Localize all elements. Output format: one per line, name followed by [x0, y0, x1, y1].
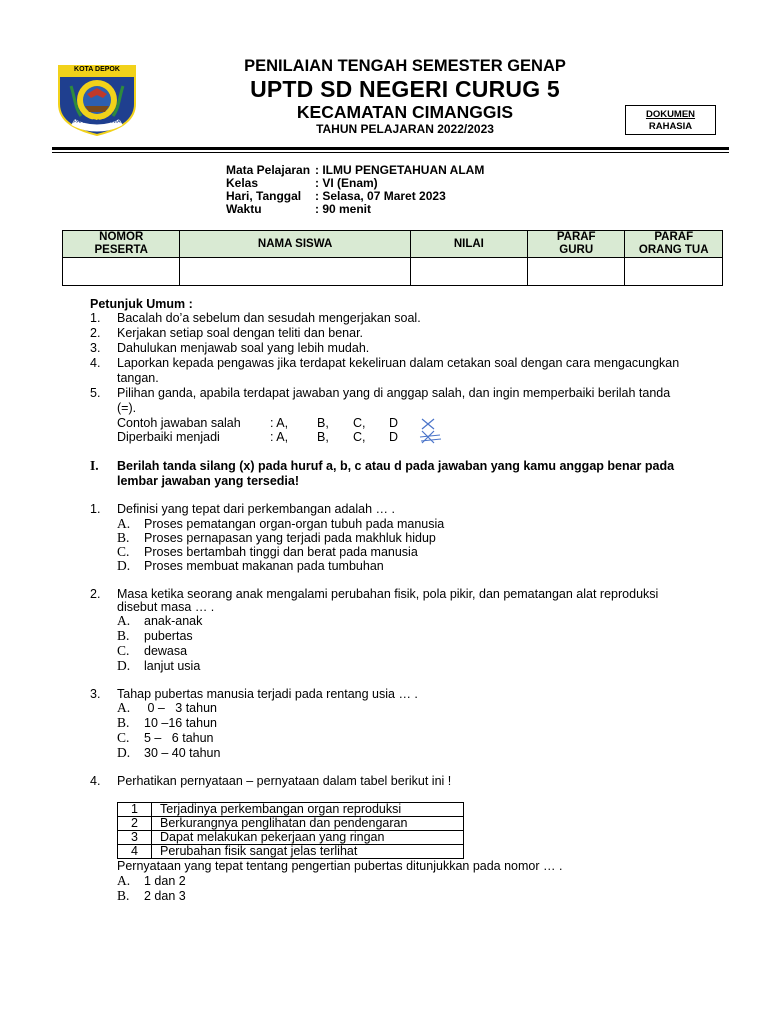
info-label: Kelas [226, 176, 259, 190]
info-label: Hari, Tanggal [226, 189, 302, 203]
table-row [118, 803, 464, 817]
option-text: Proses membuat makanan pada tumbuhan [144, 559, 384, 573]
header-rule-thick [52, 147, 729, 150]
info-label: Mata Pelajaran [226, 163, 311, 177]
header-cell-paraf-ortu: PARAF ORANG TUA [625, 231, 723, 258]
header-rule-thin [52, 152, 729, 153]
option-letter[interactable]: A. [117, 873, 131, 888]
option-text: 0 – 3 tahun [144, 701, 217, 715]
instr-text: Kerjakan setiap soal dengan teliti dan benar. [117, 326, 364, 340]
instr-text: Pilihan ganda, apabila terdapat jawaban yang di anggap salah, dan ingin memperbaiki berilah tanda [117, 386, 671, 400]
school-name: UPTD SD NEGERI CURUG 5 [250, 76, 560, 102]
option-letter[interactable]: B. [117, 628, 130, 643]
table-header-row [63, 231, 723, 258]
instr-text: Bacalah do’a sebelum dan sesudah mengerjakan soal. [117, 311, 421, 325]
entry-nama[interactable] [180, 258, 410, 286]
instr-num: 3. [90, 341, 101, 355]
question-number: 2. [90, 587, 101, 601]
option-text: 5 – 6 tahun [144, 731, 214, 745]
section-number: I. [90, 458, 99, 473]
student-identity-table [62, 230, 723, 286]
question-number: 3. [90, 687, 101, 701]
option-text: 1 dan 2 [144, 874, 186, 888]
statement-number: 3 [118, 831, 152, 845]
question-text-cont: Pernyataan yang tepat tentang pengertian pubertas ditunjukkan pada nomor … . [117, 859, 563, 873]
logo-text-bottom: PARCARA DARMA [73, 119, 121, 125]
example-opt-c: C, [353, 416, 366, 430]
question-number: 1. [90, 502, 101, 516]
example-opt-d: D [389, 430, 399, 444]
question-text: Tahap pubertas manusia terjadi pada rentang usia … . [117, 687, 418, 701]
option-text: dewasa [144, 644, 188, 658]
instr-num: 2. [90, 326, 101, 340]
option-letter[interactable]: A. [117, 516, 131, 531]
statement-text: Terjadinya perkembangan organ reproduksi [152, 803, 464, 817]
example-opt-b: B, [317, 430, 329, 444]
option-text: pubertas [144, 629, 193, 643]
header-cell-nilai: NILAI [410, 231, 527, 258]
option-letter[interactable]: A. [117, 613, 131, 628]
header-cell-paraf-guru: PARAF GURU [527, 231, 624, 258]
section-instruction: Berilah tanda silang (x) pada huruf a, b, c atau d pada jawaban yang kamu anggap benar pada [117, 459, 675, 473]
option-letter[interactable]: B. [117, 530, 130, 545]
statement-number: 2 [118, 817, 152, 831]
info-value: : VI (Enam) [315, 176, 378, 190]
info-duration [226, 203, 371, 216]
statement-text: Berkurangnya penglihatan dan pendengaran [152, 817, 464, 831]
example-opt-c: C, [353, 430, 366, 444]
option-letter[interactable]: C. [117, 544, 130, 559]
doc-label-2: RAHASIA [648, 121, 693, 132]
option-text: Proses bertambah tinggi dan berat pada manusia [144, 545, 418, 559]
option-letter[interactable]: C. [117, 730, 130, 745]
table-row [118, 845, 464, 859]
statement-number: 1 [118, 803, 152, 817]
exam-title: PENILAIAN TENGAH SEMESTER GENAP [244, 57, 566, 75]
question-number: 4. [90, 774, 101, 788]
header-cell-nomor: NOMOR PESERTA [63, 231, 180, 258]
instr-text-cont: (=). [117, 401, 137, 415]
option-text: 30 – 40 tahun [144, 746, 221, 760]
info-value: : Selasa, 07 Maret 2023 [315, 189, 446, 203]
option-text: 2 dan 3 [144, 889, 186, 903]
option-text: Proses pematangan organ-organ tubuh pada manusia [144, 517, 445, 531]
example-opt-a: : A, [270, 416, 289, 430]
question-text: Definisi yang tepat dari perkembangan adalah … . [117, 502, 395, 516]
cross-corrected-icon [419, 429, 443, 452]
instr-num: 5. [90, 386, 101, 400]
question-text: Masa ketika seorang anak mengalami perubahan fisik, pola pikir, dan pematangan alat reproduksi [117, 587, 659, 601]
entry-paraf-guru[interactable] [527, 258, 624, 286]
entry-paraf-ortu[interactable] [625, 258, 723, 286]
statement-text: Dapat melakukan pekerjaan yang ringan [152, 831, 464, 845]
entry-nomor[interactable] [63, 258, 180, 286]
confidential-document-box [625, 105, 716, 135]
option-letter[interactable]: B. [117, 888, 130, 903]
question-text-cont: disebut masa … . [117, 600, 215, 614]
table-row [118, 831, 464, 845]
option-letter[interactable]: D. [117, 658, 131, 673]
question-text: Perhatikan pernyataan – pernyataan dalam tabel berikut ini ! [117, 774, 452, 788]
instr-text-cont: tangan. [117, 371, 159, 385]
statement-table [117, 802, 464, 859]
instr-text: Laporkan kepada pengawas jika terdapat kekeliruan dalam cetakan soal dengan cara mengacungkan [117, 356, 680, 370]
instr-text: Dahulukan menjawab soal yang lebih mudah. [117, 341, 370, 355]
entry-nilai[interactable] [410, 258, 527, 286]
example-fixed-label: Diperbaiki menjadi [117, 430, 220, 444]
option-text: lanjut usia [144, 659, 201, 673]
academic-year: TAHUN PELAJARAN 2022/2023 [316, 122, 494, 136]
info-value: : 90 menit [315, 202, 372, 216]
statement-text: Perubahan fisik sangat jelas terlihat [152, 845, 464, 859]
district-name: KECAMATAN CIMANGGIS [296, 102, 514, 122]
option-letter[interactable]: C. [117, 643, 130, 658]
table-entry-row [63, 258, 723, 286]
example-wrong-label: Contoh jawaban salah [117, 416, 241, 430]
instr-num: 1. [90, 311, 101, 325]
instructions-title: Petunjuk Umum : [90, 297, 193, 311]
option-letter[interactable]: D. [117, 745, 131, 760]
option-letter[interactable]: D. [117, 558, 131, 573]
doc-label-1: DOKUMEN [645, 109, 696, 120]
section-instruction-cont: lembar jawaban yang tersedia! [117, 474, 300, 488]
option-text: anak-anak [144, 614, 203, 628]
info-value: : ILMU PENGETAHUAN ALAM [315, 163, 485, 177]
table-row [118, 817, 464, 831]
logo-text-top: KOTA DEPOK [74, 66, 120, 73]
header-cell-nama: NAMA SISWA [180, 231, 410, 258]
statement-number: 4 [118, 845, 152, 859]
option-text: 10 –16 tahun [144, 716, 217, 730]
info-label: Waktu [226, 202, 262, 216]
option-letter[interactable]: A. [117, 700, 131, 715]
option-letter[interactable]: B. [117, 715, 130, 730]
example-opt-d: D [389, 416, 399, 430]
example-opt-a: : A, [270, 430, 289, 444]
example-opt-b: B, [317, 416, 329, 430]
instr-num: 4. [90, 356, 101, 370]
option-text: Proses pernapasan yang terjadi pada makhluk hidup [144, 531, 436, 545]
